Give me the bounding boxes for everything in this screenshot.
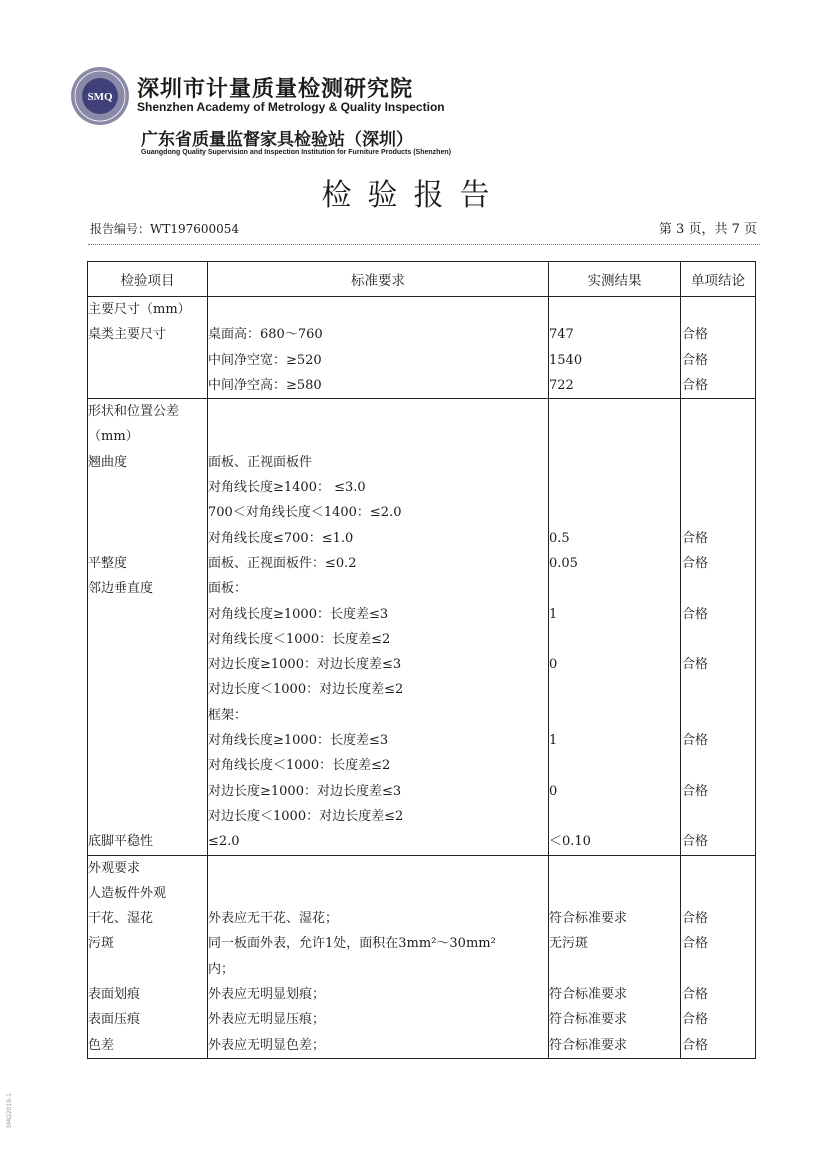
header-standard: 标准要求	[208, 262, 549, 297]
col-item	[88, 297, 208, 399]
cell-line: 合格	[682, 911, 709, 927]
cell-line	[681, 627, 755, 652]
cell-line: 1540	[549, 352, 583, 368]
cell-line: 无污斑	[549, 936, 589, 952]
cell-line: 面板、正视面板件	[208, 454, 313, 470]
inspection-table	[87, 261, 756, 1059]
cell-line	[549, 297, 680, 322]
cell-line: 对边长度≥1000：对边长度差≤3	[208, 657, 402, 673]
cell-line: 722	[549, 377, 574, 393]
cell-line: 翘曲度	[88, 454, 128, 470]
cell-line	[88, 652, 207, 677]
col-item	[88, 855, 208, 1058]
cell-line	[681, 804, 755, 829]
cell-line	[549, 450, 680, 475]
smq-logo-icon	[70, 66, 130, 126]
cell-line: 1	[549, 733, 558, 749]
cell-line: 0.5	[549, 530, 570, 546]
cell-line: ≤2.0	[208, 834, 240, 850]
cell-line: 人造板件外观	[88, 885, 167, 901]
cell-line: 对角线长度≥1000：长度差≤3	[208, 733, 389, 749]
cell-line	[88, 602, 207, 627]
cell-line: 符合标准要求	[549, 1037, 628, 1053]
cell-line: 污斑	[88, 936, 115, 952]
cell-line	[549, 881, 680, 906]
cell-line: 合格	[682, 377, 709, 393]
cell-line	[88, 677, 207, 702]
cell-line: 桌类主要尺寸	[88, 327, 167, 343]
cell-line	[208, 881, 548, 906]
cell-line: 同一板面外表，允许1处，面积在3mm²～30mm²	[208, 936, 496, 952]
cell-line	[88, 526, 207, 551]
cell-line	[549, 424, 680, 449]
cell-line	[208, 399, 548, 424]
page-number: 第 3 页，共 7 页	[658, 222, 757, 237]
cell-line	[88, 475, 207, 500]
cell-line: 外表应无明显压痕；	[208, 1012, 326, 1028]
cell-line	[681, 475, 755, 500]
cell-line	[88, 957, 207, 982]
cell-line	[681, 424, 755, 449]
logo-text: SMQ	[87, 91, 113, 103]
cell-line	[88, 627, 207, 652]
cell-line: 平整度	[88, 555, 128, 571]
col-standard	[208, 399, 549, 855]
cell-line	[681, 399, 755, 424]
cell-line: 外表应无明显划痕；	[208, 987, 326, 1003]
cell-line: 色差	[88, 1037, 115, 1053]
cell-line: （mm）	[88, 429, 139, 445]
col-standard	[208, 855, 549, 1058]
cell-line	[549, 677, 680, 702]
cell-line: 符合标准要求	[549, 987, 628, 1003]
cell-line: 对边长度＜1000：对边长度差≤2	[208, 808, 404, 824]
cell-line: 0.05	[549, 555, 578, 571]
cell-line	[549, 399, 680, 424]
cell-line	[208, 297, 548, 322]
cell-line	[88, 373, 207, 398]
org-name-en: Shenzhen Academy of Metrology & Quality Inspection	[137, 100, 445, 114]
station-name-en: Guangdong Quality Supervision and Inspection Institution for Furniture Products (Shenzhen)	[141, 149, 451, 156]
cell-line: 表面压痕	[88, 1012, 141, 1028]
cell-line	[88, 703, 207, 728]
cell-line: 主要尺寸（mm）	[88, 302, 191, 317]
cell-line	[88, 753, 207, 778]
cell-line: 对角线长度＜1000：长度差≤2	[208, 631, 391, 647]
cell-line: 0	[549, 657, 558, 673]
cell-line: 内；	[208, 961, 235, 977]
cell-line: 合格	[682, 657, 709, 673]
cell-line: 合格	[682, 555, 709, 571]
cell-line	[208, 424, 548, 449]
cell-line: 对角线长度≤700：≤1.0	[208, 530, 354, 546]
report-number: 报告编号：WT197600054	[90, 222, 240, 236]
cell-line: 形状和位置公差	[88, 404, 180, 420]
header-result: 实测结果	[549, 262, 681, 297]
cell-line: 700＜对角线长度＜1400：≤2.0	[208, 505, 402, 521]
cell-line: 外观要求	[88, 860, 141, 876]
col-result	[549, 297, 681, 399]
cell-line: 合格	[682, 352, 709, 368]
cell-line	[549, 627, 680, 652]
cell-line: 邻边垂直度	[88, 581, 154, 597]
document-title: 检验报告	[321, 178, 506, 213]
cell-line	[88, 804, 207, 829]
cell-line	[681, 881, 755, 906]
cell-line	[88, 779, 207, 804]
cell-line	[681, 957, 755, 982]
cell-line	[88, 500, 207, 525]
cell-line	[681, 450, 755, 475]
cell-line: ＜0.10	[549, 834, 591, 850]
table-row	[88, 297, 756, 399]
cell-line: 对角线长度＜1000：长度差≤2	[208, 758, 391, 774]
cell-line: 合格	[682, 530, 709, 546]
cell-line	[549, 957, 680, 982]
cell-line: 外表应无明显色差；	[208, 1037, 326, 1053]
cell-line: 合格	[682, 987, 709, 1003]
cell-line	[681, 703, 755, 728]
cell-line: 合格	[682, 1012, 709, 1028]
cell-line	[549, 703, 680, 728]
cell-line	[88, 348, 207, 373]
cell-line: 对角线长度≥1000：长度差≤3	[208, 606, 389, 622]
cell-line: 747	[549, 327, 574, 343]
cell-line	[549, 475, 680, 500]
cell-line: 桌面高：680～760	[208, 327, 323, 343]
col-standard	[208, 297, 549, 399]
cell-line: 中间净空宽：≥520	[208, 352, 322, 368]
cell-line: 面板：	[208, 581, 248, 597]
col-verdict	[681, 399, 756, 855]
col-result	[549, 399, 681, 855]
cell-line: 0	[549, 783, 558, 799]
cell-line: 面板、正视面板件：≤0.2	[208, 555, 357, 571]
cell-line	[681, 677, 755, 702]
table-row	[88, 855, 756, 1058]
cell-line: 对边长度＜1000：对边长度差≤2	[208, 682, 404, 698]
cell-line	[549, 753, 680, 778]
cell-line: 合格	[682, 327, 709, 343]
cell-line: 合格	[682, 606, 709, 622]
cell-line: 底脚平稳性	[88, 834, 154, 850]
cell-line: 合格	[682, 733, 709, 749]
col-result	[549, 855, 681, 1058]
cell-line: 合格	[682, 783, 709, 799]
cell-line: 合格	[682, 936, 709, 952]
cell-line	[549, 576, 680, 601]
cell-line	[681, 500, 755, 525]
cell-line: 对角线长度≥1400： ≤3.0	[208, 480, 366, 496]
cell-line: 符合标准要求	[549, 911, 628, 927]
cell-line	[681, 576, 755, 601]
cell-line	[549, 804, 680, 829]
org-name-cn: 深圳市计量质量检测研究院	[137, 77, 414, 102]
cell-line: 框架：	[208, 707, 248, 723]
cell-line: 表面划痕	[88, 987, 141, 1003]
table-header-row	[88, 262, 756, 297]
cell-line: 符合标准要求	[549, 1012, 628, 1028]
col-item	[88, 399, 208, 855]
cell-line	[208, 856, 548, 881]
cell-line	[681, 753, 755, 778]
side-mark: SMQ2019-1	[6, 1093, 13, 1128]
header-item: 检验项目	[88, 262, 208, 297]
cell-line: 干花、湿花	[88, 911, 154, 927]
cell-line: 外表应无干花、湿花；	[208, 911, 339, 927]
station-name-cn: 广东省质量监督家具检验站（深圳）	[141, 130, 413, 150]
header-divider	[88, 244, 760, 245]
cell-line	[681, 297, 755, 322]
cell-line	[549, 856, 680, 881]
cell-line: 中间净空高：≥580	[208, 377, 322, 393]
cell-line: 1	[549, 606, 558, 622]
cell-line: 对边长度≥1000：对边长度差≤3	[208, 783, 402, 799]
table-row	[88, 399, 756, 855]
col-verdict	[681, 855, 756, 1058]
header-verdict: 单项结论	[681, 262, 756, 297]
cell-line: 合格	[682, 834, 709, 850]
cell-line	[549, 500, 680, 525]
cell-line: 合格	[682, 1037, 709, 1053]
col-verdict	[681, 297, 756, 399]
cell-line	[681, 856, 755, 881]
cell-line	[88, 728, 207, 753]
